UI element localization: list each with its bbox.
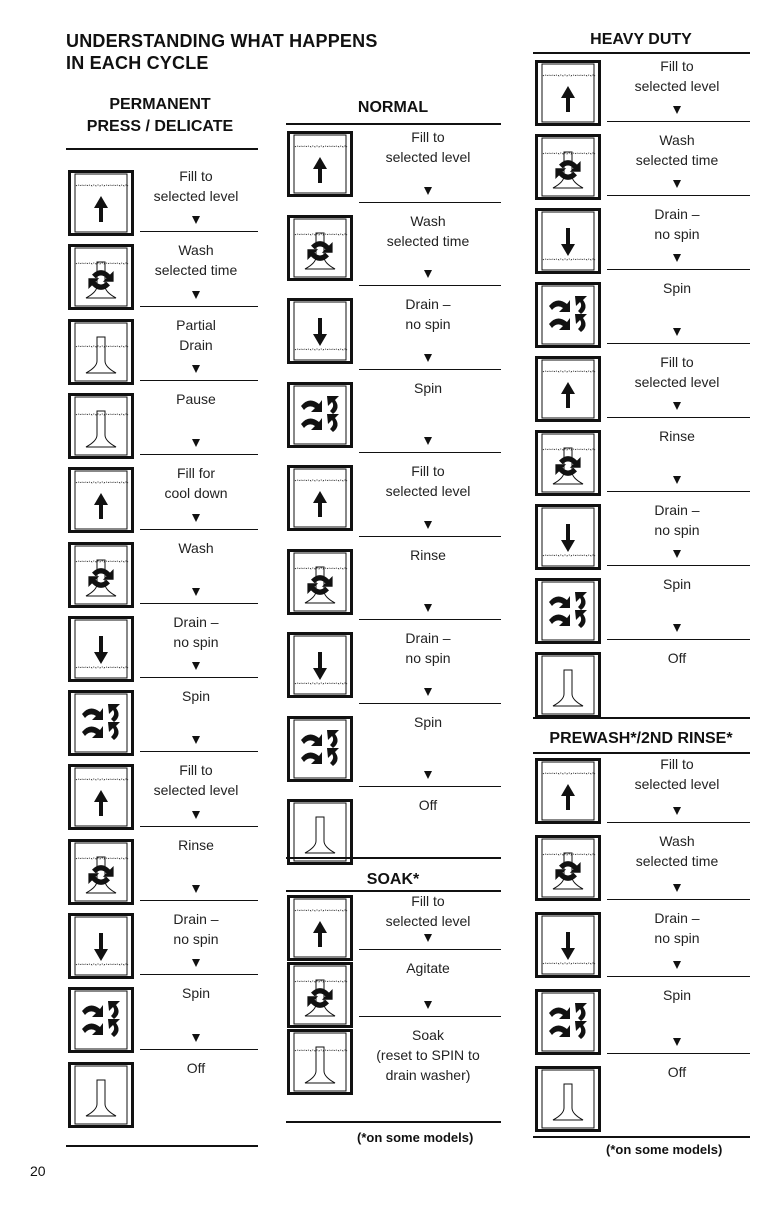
permanent-press-bottom-rule xyxy=(66,1145,258,1147)
fill-icon xyxy=(287,895,353,966)
heavy-duty-bottom-rule xyxy=(533,717,750,719)
heavy-duty-step-divider xyxy=(607,121,750,122)
down-arrow-icon xyxy=(424,270,432,278)
down-arrow-icon xyxy=(192,811,200,819)
pause-icon xyxy=(68,393,134,464)
down-arrow-icon xyxy=(673,1038,681,1046)
normal-step-label: Spin xyxy=(413,713,443,730)
down-arrow-icon xyxy=(192,1034,200,1042)
page-title-line-1: UNDERSTANDING WHAT HAPPENS xyxy=(66,31,378,51)
down-arrow-icon xyxy=(673,807,681,815)
down-arrow-icon xyxy=(424,354,432,362)
wash-icon xyxy=(68,542,134,613)
permanent-press-step-divider xyxy=(140,231,258,232)
permanent-press-step-label: Off xyxy=(186,1059,206,1076)
spin-icon xyxy=(68,987,134,1058)
permanent-press-step-divider xyxy=(140,454,258,455)
permanent-press-title-line-1: PERMANENT xyxy=(109,96,211,113)
down-arrow-icon xyxy=(673,624,681,632)
drain-icon xyxy=(535,208,601,279)
permanent-press-step-label: Rinse xyxy=(178,836,214,853)
permanent-press-step-divider xyxy=(140,306,258,307)
heavy-duty-top-rule xyxy=(533,52,750,54)
down-arrow-icon xyxy=(192,365,200,373)
soak-bottom-rule xyxy=(286,1121,501,1123)
fill-icon xyxy=(535,758,601,829)
spin-icon xyxy=(287,716,353,787)
prewash-step-label: Drain – no spin xyxy=(654,910,700,946)
soak-step-divider xyxy=(359,1016,501,1017)
down-arrow-icon xyxy=(673,884,681,892)
spin-icon xyxy=(287,382,353,453)
heavy-duty-step-label: Off xyxy=(667,650,687,666)
heavy-duty-step-label: Fill to selected level xyxy=(634,58,720,94)
permanent-press-step-divider xyxy=(140,826,258,827)
off-icon xyxy=(535,1066,601,1137)
fill-icon xyxy=(68,467,134,538)
permanent-press-step-label: Partial Drain xyxy=(176,316,216,353)
down-arrow-icon xyxy=(673,961,681,969)
down-arrow-icon xyxy=(673,328,681,336)
down-arrow-icon xyxy=(424,1001,432,1009)
permanent-press-step-divider xyxy=(140,751,258,752)
normal-step-divider xyxy=(359,536,501,537)
soak-step-label: Agitate xyxy=(406,960,450,976)
drain-icon xyxy=(68,616,134,687)
permanent-press-step-label: Fill for cool down xyxy=(164,465,228,502)
permanent-press-top-rule xyxy=(66,148,258,150)
page-title-line-2: IN EACH CYCLE xyxy=(66,53,209,73)
permanent-press-step-divider xyxy=(140,974,258,975)
down-arrow-icon xyxy=(673,180,681,188)
down-arrow-icon xyxy=(192,662,200,670)
down-arrow-icon xyxy=(673,402,681,410)
fill-icon xyxy=(535,60,601,131)
permanent-press-step-label: Fill to selected level xyxy=(153,762,239,799)
heavy-duty-step-label: Spin xyxy=(662,576,692,592)
off-icon xyxy=(287,799,353,870)
normal-bottom-rule xyxy=(286,857,501,859)
prewash-step-label: Fill to selected level xyxy=(634,756,720,792)
heavy-duty-step-label: Drain – no spin xyxy=(654,502,700,538)
heavy-duty-step-label: Spin xyxy=(662,280,692,296)
normal-step-label: Wash selected time xyxy=(386,212,470,249)
permanent-press-step-label: Drain – no spin xyxy=(173,613,219,650)
down-arrow-icon xyxy=(424,688,432,696)
permanent-press-step-divider xyxy=(140,529,258,530)
spin-icon xyxy=(68,690,134,761)
heavy-duty-step-divider xyxy=(607,195,750,196)
permanent-press-step-label: Pause xyxy=(176,390,216,407)
heavy-duty-step-label: Drain – no spin xyxy=(654,206,700,242)
normal-step-label: Fill to selected level xyxy=(385,463,471,499)
down-arrow-icon xyxy=(673,254,681,262)
permanent-press-step-label: Spin xyxy=(181,688,211,705)
soak-step-label: Fill to selected level xyxy=(385,893,471,929)
prewash-step-divider xyxy=(607,899,750,900)
normal-step-label: Off xyxy=(418,797,438,813)
fill-icon xyxy=(68,764,134,835)
soak-title: SOAK* xyxy=(366,871,420,888)
heavy-duty-step-divider xyxy=(607,269,750,270)
down-arrow-icon xyxy=(673,106,681,114)
prewash-step-divider xyxy=(607,822,750,823)
normal-step-label: Spin xyxy=(413,379,443,396)
normal-top-rule xyxy=(286,123,501,125)
normal-step-divider xyxy=(359,369,501,370)
heavy-duty-step-divider xyxy=(607,343,750,344)
down-arrow-icon xyxy=(424,771,432,779)
heavy-duty-step-label: Rinse xyxy=(659,428,695,444)
heavy-duty-step-divider xyxy=(607,639,750,640)
drain-icon xyxy=(535,912,601,983)
permanent-press-step-label: Wash xyxy=(178,539,214,556)
normal-step-label: Fill to selected level xyxy=(385,129,471,165)
permanent-press-step-label: Drain – no spin xyxy=(173,911,219,947)
permanent-press-step-divider xyxy=(140,1049,258,1050)
spin-icon xyxy=(535,989,601,1060)
drain-icon xyxy=(287,632,353,703)
prewash-step-label: Off xyxy=(667,1064,687,1080)
prewash-step-label: Spin xyxy=(662,987,692,1003)
off-icon xyxy=(535,652,601,723)
normal-step-divider xyxy=(359,786,501,787)
normal-title: NORMAL xyxy=(357,99,429,116)
down-arrow-icon xyxy=(192,514,200,522)
heavy-duty-step-divider xyxy=(607,417,750,418)
permanent-press-step-label: Fill to selected level xyxy=(153,168,239,204)
down-arrow-icon xyxy=(424,187,432,195)
heavy-duty-step-label: Wash selected time xyxy=(635,132,719,168)
down-arrow-icon xyxy=(424,437,432,445)
heavy-duty-title: HEAVY DUTY xyxy=(590,31,692,48)
permanent-press-step-label: Spin xyxy=(181,985,211,1002)
down-arrow-icon xyxy=(192,736,200,744)
permanent-press-step-label: Wash selected time xyxy=(154,242,238,279)
normal-step-divider xyxy=(359,285,501,286)
spin-icon xyxy=(535,578,601,649)
permanent-press-step-divider xyxy=(140,603,258,604)
normal-step-divider xyxy=(359,202,501,203)
fill-icon xyxy=(287,465,353,536)
wash-icon xyxy=(535,835,601,906)
down-arrow-icon xyxy=(424,604,432,612)
wash-icon xyxy=(287,549,353,620)
down-arrow-icon xyxy=(424,521,432,529)
down-arrow-icon xyxy=(192,291,200,299)
prewash-bottom-rule xyxy=(533,1136,750,1138)
down-arrow-icon xyxy=(192,959,200,967)
permanent-press-step-divider xyxy=(140,900,258,901)
wash-icon xyxy=(287,215,353,286)
down-arrow-icon xyxy=(424,934,432,942)
wash-icon xyxy=(535,430,601,501)
normal-step-label: Rinse xyxy=(410,546,446,563)
prewash-footnote: (*on some models) xyxy=(606,1142,723,1157)
prewash-step-label: Wash selected time xyxy=(635,833,719,869)
down-arrow-icon xyxy=(192,216,200,224)
down-arrow-icon xyxy=(192,885,200,893)
down-arrow-icon xyxy=(673,476,681,484)
drain-icon xyxy=(287,298,353,369)
prewash-step-divider xyxy=(607,1053,750,1054)
page-number: 20 xyxy=(30,1163,46,1179)
wash-icon xyxy=(68,244,134,315)
down-arrow-icon xyxy=(192,439,200,447)
normal-step-divider xyxy=(359,619,501,620)
wash-icon xyxy=(287,962,353,1033)
normal-step-label: Drain – no spin xyxy=(405,296,451,332)
soak-footnote: (*on some models) xyxy=(357,1130,474,1145)
pause-icon xyxy=(287,1029,353,1100)
normal-step-divider xyxy=(359,703,501,704)
normal-step-label: Drain – no spin xyxy=(405,630,451,666)
prewash-step-divider xyxy=(607,976,750,977)
fill-icon xyxy=(68,170,134,241)
wash-icon xyxy=(535,134,601,205)
heavy-duty-step-divider xyxy=(607,565,750,566)
soak-step-label: Soak (reset to SPIN to drain washer) xyxy=(376,1027,480,1083)
wash-icon xyxy=(68,839,134,910)
down-arrow-icon xyxy=(192,588,200,596)
soak-step-divider xyxy=(359,949,501,950)
drain-icon xyxy=(535,504,601,575)
down-arrow-icon xyxy=(673,550,681,558)
prewash-title: PREWASH*/2ND RINSE* xyxy=(549,730,733,747)
off-icon xyxy=(68,1062,134,1133)
fill-icon xyxy=(535,356,601,427)
fill-icon xyxy=(287,131,353,202)
permanent-press-title-line-2: PRESS / DELICATE xyxy=(86,118,234,135)
heavy-duty-step-divider xyxy=(607,491,750,492)
heavy-duty-step-label: Fill to selected level xyxy=(634,354,720,390)
permanent-press-step-divider xyxy=(140,677,258,678)
partial-drain-icon xyxy=(68,319,134,390)
normal-step-divider xyxy=(359,452,501,453)
drain-icon xyxy=(68,913,134,984)
permanent-press-step-divider xyxy=(140,380,258,381)
spin-icon xyxy=(535,282,601,353)
page-title xyxy=(66,30,378,74)
